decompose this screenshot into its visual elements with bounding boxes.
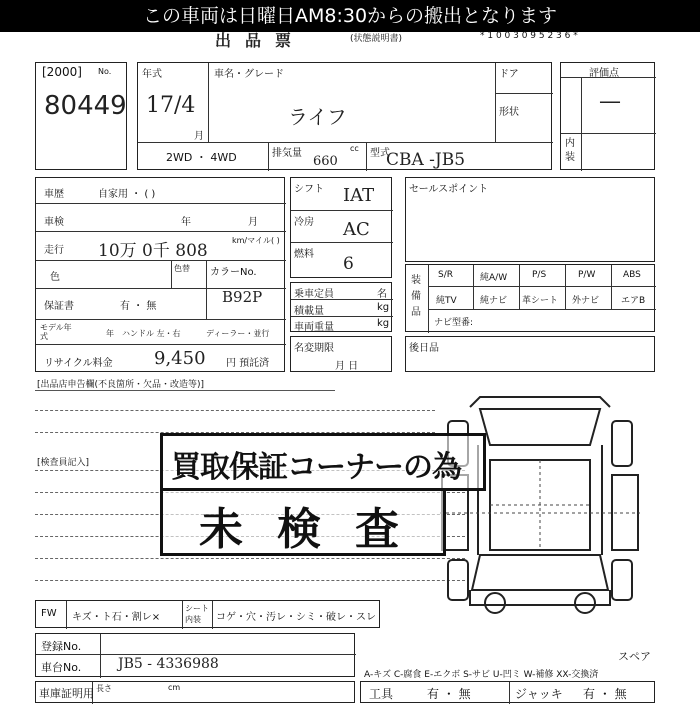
- details-box: [35, 177, 285, 372]
- lot-no-prefix: No.: [98, 67, 112, 76]
- score-label: 評価点: [589, 68, 619, 79]
- lot-number: 80449: [44, 91, 127, 121]
- aircon-value: AC: [343, 219, 370, 240]
- equip-item: 外ナビ: [572, 296, 600, 306]
- mileage-unit: km/マイル( ): [232, 236, 280, 245]
- stamp-guarantee: [160, 433, 486, 491]
- shift-label: シフト: [294, 184, 324, 195]
- inspection-label: 車検: [44, 217, 64, 228]
- equip-item: 純ナビ: [480, 296, 508, 306]
- displacement-unit: cc: [350, 144, 359, 153]
- damage-code-legend: A-キズ C-腐食 E-エクボ S-サビ U-凹ミ W-補修 XX-交換済: [364, 670, 599, 680]
- year-label: 年式: [142, 69, 162, 80]
- stamp-guarantee-text: 買取保証コーナーの為: [171, 450, 461, 485]
- jack-label: ジャッキ: [515, 687, 563, 701]
- spare-label: スペア: [618, 650, 651, 663]
- spec-box: [290, 177, 392, 278]
- handle: ハンドル 左・右: [122, 329, 181, 338]
- banner: この車両は日曜日AM8:30からの搬出となります: [0, 0, 700, 32]
- load-label: 積載量: [294, 306, 324, 317]
- fuel-label: 燃料: [294, 249, 314, 260]
- equip-item: 純TV: [436, 296, 457, 306]
- fuel-value: 6: [343, 254, 354, 274]
- inspector-label: [検査員記入]: [37, 458, 90, 468]
- registration-label: 登録No.: [41, 640, 82, 653]
- displacement-label: 排気量: [272, 148, 302, 159]
- car-diagram: [440, 395, 640, 620]
- cert-label: 車庫証明用: [39, 687, 94, 700]
- year-value: 17/4: [146, 93, 196, 118]
- capacity-unit: 名: [377, 289, 387, 300]
- sales-point-label: セールスポイント: [409, 184, 489, 195]
- chassis-label: 車台No.: [41, 661, 82, 674]
- recycle-label: リサイクル料金: [44, 358, 113, 369]
- name-change-box: [290, 336, 392, 372]
- equip-item: S/R: [438, 270, 453, 280]
- fw-text: キズ・ト石・割レ×: [72, 612, 161, 623]
- warranty-label: 保証書: [44, 301, 74, 312]
- equipment-box: [405, 264, 655, 332]
- dealer: ディーラー・並行: [206, 329, 270, 338]
- seat-text: コゲ・穴・汚レ・シミ・破レ・スレ: [216, 612, 376, 623]
- aftermarket-box: [405, 336, 655, 372]
- model-code-value: CBA -JB5: [386, 150, 466, 170]
- history-label: 車歴: [44, 189, 64, 200]
- equipment-label: 装備品: [411, 275, 421, 318]
- color-code-value: B92P: [222, 288, 263, 306]
- shape-label: 形状: [499, 107, 519, 118]
- sheet-title: 出品票: [215, 31, 306, 50]
- warranty-value: 有 ・ 無: [120, 301, 157, 312]
- seat-label: シート内装: [185, 604, 209, 624]
- model-year-label: モデル年式: [40, 323, 72, 341]
- model-code-label: 型式: [370, 148, 390, 159]
- capacity-label: 乗車定員: [294, 289, 334, 300]
- door-label: ドア: [499, 69, 519, 80]
- tools-label: 工具: [369, 687, 394, 701]
- stamp-not-inspected-text: 未検査: [199, 504, 433, 555]
- aftermarket-label: 後日品: [409, 343, 439, 354]
- capacity-box: [290, 282, 392, 332]
- mileage-label: 走行: [44, 245, 64, 256]
- navi-label: ナビ型番:: [434, 318, 474, 328]
- history-value: 自家用 ・ ( ): [98, 189, 156, 200]
- sheet-subtitle: (状態説明書): [350, 34, 403, 44]
- vehicle-info-box: [137, 62, 552, 170]
- score-box: [560, 62, 655, 170]
- sales-point-box: [405, 177, 655, 262]
- repaint-label: 色替: [174, 264, 190, 273]
- stamp-not-inspected: [160, 488, 446, 556]
- equip-item: P/S: [532, 270, 547, 280]
- tools-value: 有 ・ 無: [427, 687, 471, 701]
- name-change-label: 名変期限: [294, 343, 334, 354]
- weight-label: 車両重量: [294, 322, 334, 333]
- equip-item: 純A/W: [480, 273, 508, 283]
- interior-label: 内装: [565, 138, 575, 163]
- damage-legend-box: [35, 600, 380, 628]
- cert-cm: cm: [168, 683, 181, 692]
- drive-value: 2WD ・ 4WD: [166, 151, 237, 164]
- cert-length: 長さ: [96, 684, 112, 693]
- jack-value: 有 ・ 無: [583, 687, 627, 701]
- equip-item: 革シート: [522, 296, 559, 306]
- recycle-value: 9,450: [154, 348, 206, 369]
- recycle-unit: 円 預託済: [226, 358, 270, 369]
- name-change-unit: 月 日: [335, 361, 359, 372]
- equip-item: ABS: [623, 270, 641, 280]
- registration-box: [35, 633, 355, 677]
- inspection-month: 月: [248, 217, 258, 228]
- lot-box: [35, 62, 127, 170]
- displacement-value: 660: [313, 154, 338, 169]
- model-label: 車名・グレード: [214, 69, 284, 80]
- inspection-year: 年: [181, 217, 191, 228]
- load-unit: kg: [377, 302, 390, 313]
- chassis-value: JB5 - 4336988: [118, 656, 219, 672]
- color-label: 色: [50, 272, 60, 283]
- score-value: —: [599, 89, 621, 114]
- equip-item: エアB: [621, 296, 646, 306]
- defects-label: [出品店申告欄(不良箇所・欠品・改造等)]: [37, 380, 205, 390]
- weight-unit: kg: [377, 318, 390, 329]
- shift-value: IAT: [343, 185, 375, 206]
- sheet-code: * 1 0 0 3 0 9 5 2 3 6 *: [480, 31, 578, 41]
- model-value: ライフ: [288, 105, 347, 129]
- aircon-label: 冷房: [294, 217, 314, 228]
- mileage-value: 10万 0千 808: [98, 241, 208, 261]
- color-code-label: カラーNo.: [210, 267, 257, 278]
- fw-label: FW: [41, 608, 57, 619]
- model-year-year: 年: [106, 329, 114, 338]
- equip-item: P/W: [578, 270, 596, 280]
- year-unit: 月: [194, 131, 204, 142]
- lot-year-code: [2000]: [42, 65, 82, 79]
